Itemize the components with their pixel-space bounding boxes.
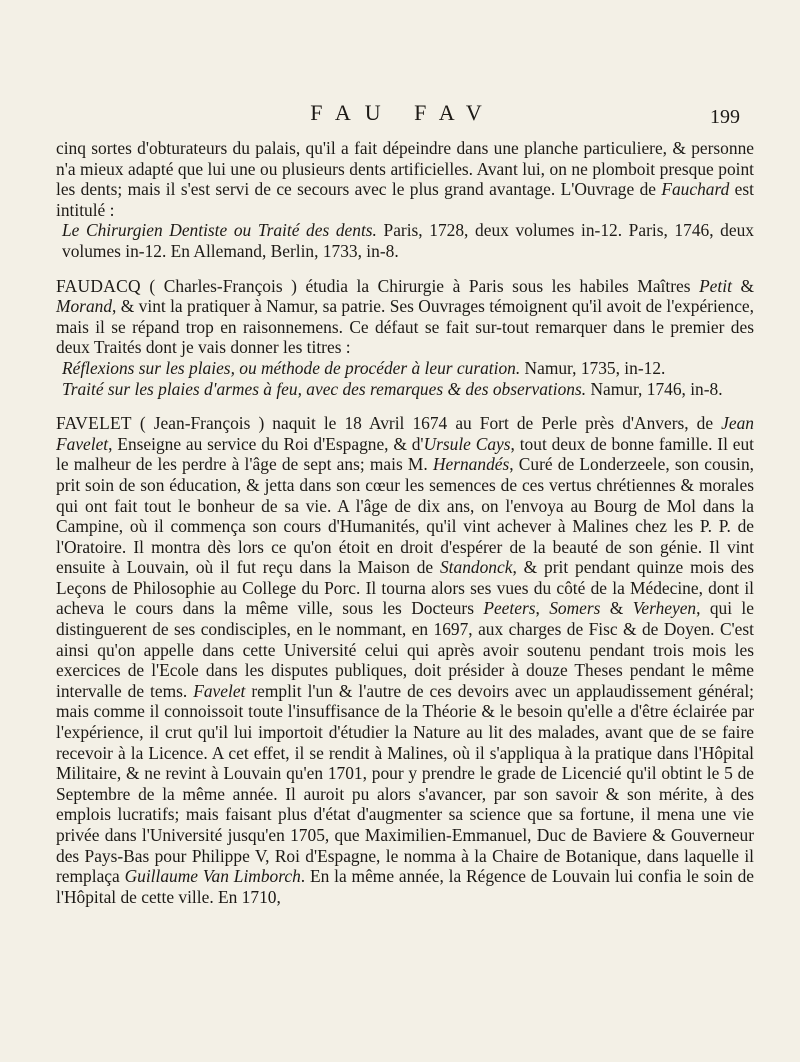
work-title-line <box>62 358 754 379</box>
text-run: est intitulé : <box>56 179 754 220</box>
work-title-line <box>62 379 754 400</box>
person-name: Petit <box>699 275 732 296</box>
running-head-title: FAU FAV <box>310 100 496 125</box>
person-name: Verheyen <box>632 598 697 619</box>
text-run: remplit l'un & l'autre de ces devoirs avec un applaudissement général; mais comme il connoissoit toute l'insuffisance de la Théorie & le besoin qu'elle a d'être éclairée par l'expérience, il crut qu'il lui importoit d'étudier la Nature au lit des malades, avant que de se faire recevoir à la Licence. A cet effet, il se rendit à Malines, où il s'appliqua à la pratique dans l'Hôpital Militaire, & ne revint à Louvain qu'en 1701, pour y prendre le grade de Licencié qu'il obtint le 5 de Septembre de la même année. Il auroit pu alors s'avancer, par son savoir & son mérite, à des emplois lucratifs; mais faisant plus d'état d'augmenter sa science que sa fortune, il mena une vie privée dans l'Université jusqu'en 1705, que Maximilien-Emmanuel, Duc de Baviere & Gouverneur des Pays-Bas pour Philippe V, Roi d'Espagne, le nomma à la Chaire de Botanique, dans laquelle il remplaça <box>56 680 754 887</box>
text-run: , & prit pendant quinze mois des Leçons de Philosophie au College du Porc. Il tourna alors ses vues du côté de la Médecine, dont il acheva le cours dans la même ville, sous les Docteurs <box>56 557 754 619</box>
work-title: Le Chirurgien Dentiste ou Traité des dents. <box>62 220 377 241</box>
place-name: Standonck <box>439 557 513 578</box>
entry-favelet <box>56 413 754 907</box>
continued-paragraph <box>56 138 754 220</box>
text-run: , Curé de Londerzeele, son cousin, prit soin de son éducation, & jetta dans son cœur les semences de ces vertus chrétiennes & morales qui ont fait tout le bonheur de sa vie. A l'âge de dix ans, on l'envoya au Bourg de Mol dans la Campine, où il commença son cours d'Humanités, qu'il vint achever à Malines chez les P. P. de l'Oratoire. Il montra dès lors ce qu'on étoit en droit d'espérer de la beauté de son génie. Il vint ensuite à Louvain, où il fut reçu dans la Maison de <box>56 454 754 578</box>
text-run: ( Jean-François ) naquit le 18 Avril 1674 au Fort de Perle près d'Anvers, de <box>131 413 722 434</box>
text-run: , tout deux de bonne famille. Il eut le malheur de les perdre à l'âge de sept ans; mais M. <box>56 433 754 475</box>
person-name: Ursule Cays <box>423 433 511 454</box>
person-name: Jean Favelet <box>56 413 754 454</box>
text-run: . En la même année, la Régence de Louvain lui confia le soin de l'Hôpital de cette ville. En 1710, <box>56 866 755 907</box>
work-imprint: Namur, 1746, in-8. <box>586 378 723 399</box>
headword: FAVELET <box>56 413 132 434</box>
text-run: & <box>600 598 633 619</box>
text-run: , <box>535 598 550 619</box>
work-title: Traité sur les plaies d'armes à feu, avec des remarques & des observations. <box>62 378 587 399</box>
person-name: Peeters <box>483 598 536 619</box>
person-name: Hernandés <box>432 454 510 475</box>
page-number: 199 <box>710 106 740 128</box>
person-name: Guillaume Van Limborch <box>124 866 301 887</box>
person-name: Morand <box>56 296 113 317</box>
text-run: , Enseigne au service du Roi d'Espagne, & d' <box>108 433 424 454</box>
running-head <box>56 100 750 130</box>
work-imprint: Paris, 1728, deux volumes in-12. Paris, 1746, deux volumes in-12. En Allemand, Berlin, 1733, in-8. <box>62 220 754 261</box>
headword: FAUDACQ <box>56 275 141 296</box>
author-name: Fauchard <box>661 179 730 200</box>
person-name: Somers <box>549 598 601 619</box>
text-run: & <box>731 275 754 296</box>
work-imprint: Namur, 1735, in-12. <box>520 357 666 378</box>
text-run: , & vint la pratiquer à Namur, sa patrie. Ses Ouvrages témoignent qu'il avoit de l'expérience, mais il se répand trop en raisonnemens. Ce défaut se fait sur-tout remarquer dans le premier des deux Traités dont je vais donner les titres : <box>56 296 754 358</box>
text-run: cinq sortes d'obturateurs du palais, qu'il a fait dépeindre dans une planche particuliere, & personne n'a mieux adapté que lui une ou plusieurs dents artificielles. Avant lui, on ne plomboit presque point les dents; mais il s'est servi de ce secours avec le plus grand avantage. L'Ouvrage de <box>56 138 754 200</box>
text-run: ( Charles-François ) étudia la Chirurgie à Paris sous les habiles Maîtres <box>140 275 700 296</box>
text-run: , qui le distinguerent de ses condisciples, en le nommant, en 1697, aux charges de Fisc & de Doyen. C'est ainsi qu'on appelle dans cette Université celui qui après avoir soutenu pendant trois mois les exercices de l'Ecole dans les disputes publiques, doit présider à douze Theses pendant le même intervalle de tems. <box>56 598 754 701</box>
body-text <box>56 138 754 907</box>
work-title-line <box>62 220 754 261</box>
person-name: Favelet <box>193 680 246 701</box>
entry-faudacq <box>56 276 754 358</box>
work-title: Réflexions sur les plaies, ou méthode de procéder à leur curation. <box>62 357 521 378</box>
